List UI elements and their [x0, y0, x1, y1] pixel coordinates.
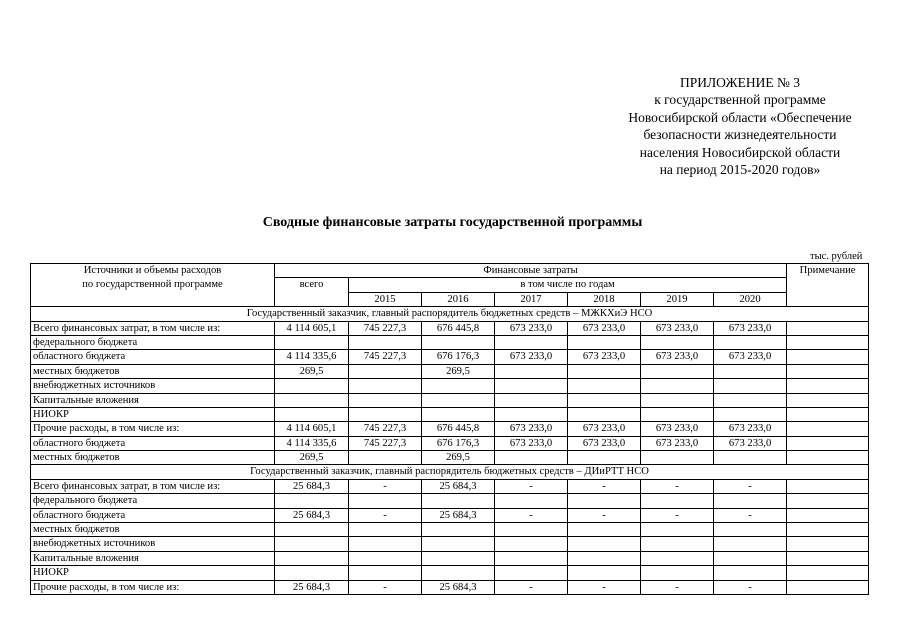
year-cell: 673 233,0 — [641, 350, 714, 364]
year-cell — [495, 364, 568, 378]
row-label: Капитальные вложения — [31, 393, 275, 407]
year-cell — [641, 551, 714, 565]
year-cell — [568, 537, 641, 551]
year-cell: - — [495, 580, 568, 594]
row-label: Всего финансовых затрат, в том числе из: — [31, 321, 275, 335]
year-cell — [422, 407, 495, 421]
year-cell — [641, 523, 714, 537]
year-cell: 673 233,0 — [495, 436, 568, 450]
by-years-header: в том числе по годам — [349, 278, 787, 292]
total-cell — [275, 335, 349, 349]
year-cell — [714, 537, 787, 551]
year-cell — [495, 494, 568, 508]
table-row — [31, 436, 869, 450]
year-cell — [641, 451, 714, 465]
year-cell — [495, 407, 568, 421]
year-cell: 673 233,0 — [714, 321, 787, 335]
note-header: Примечание — [787, 264, 869, 307]
total-cell — [275, 407, 349, 421]
year-cell — [641, 379, 714, 393]
year-cell: - — [714, 580, 787, 594]
note-cell — [787, 422, 869, 436]
year-cell — [495, 566, 568, 580]
year-cell — [349, 537, 422, 551]
total-cell: 4 114 605,1 — [275, 422, 349, 436]
year-header: 2018 — [568, 292, 641, 306]
year-cell — [422, 494, 495, 508]
total-cell: 4 114 335,6 — [275, 350, 349, 364]
year-cell: 673 233,0 — [568, 436, 641, 450]
year-header: 2019 — [641, 292, 714, 306]
table-row — [31, 479, 869, 493]
year-header: 2020 — [714, 292, 787, 306]
year-cell: 673 233,0 — [495, 321, 568, 335]
year-cell — [568, 551, 641, 565]
table-row — [31, 422, 869, 436]
year-cell — [714, 364, 787, 378]
year-cell — [349, 364, 422, 378]
note-cell — [787, 551, 869, 565]
year-cell: 673 233,0 — [495, 350, 568, 364]
note-cell — [787, 508, 869, 522]
year-cell — [349, 407, 422, 421]
year-cell — [568, 379, 641, 393]
total-cell — [275, 537, 349, 551]
row-label: областного бюджета — [31, 436, 275, 450]
note-cell — [787, 436, 869, 450]
year-cell: 673 233,0 — [495, 422, 568, 436]
appendix-line: населения Новосибирской области — [639, 144, 841, 160]
year-cell — [714, 523, 787, 537]
year-cell — [422, 537, 495, 551]
note-cell — [787, 364, 869, 378]
year-cell: 673 233,0 — [568, 321, 641, 335]
note-cell — [787, 566, 869, 580]
year-cell — [495, 451, 568, 465]
year-cell — [641, 566, 714, 580]
sources-header: Источники и объемы расходов по государственной программе — [31, 264, 275, 307]
row-label: Прочие расходы, в том числе из: — [31, 580, 275, 594]
total-cell: 269,5 — [275, 451, 349, 465]
year-cell — [568, 566, 641, 580]
table-row — [31, 321, 869, 335]
year-cell: 25 684,3 — [422, 508, 495, 522]
year-cell — [349, 451, 422, 465]
note-cell — [787, 379, 869, 393]
year-cell — [422, 379, 495, 393]
fin-costs-header: Финансовые затраты — [275, 264, 787, 278]
year-header: 2017 — [495, 292, 568, 306]
table-row — [31, 566, 869, 580]
note-cell — [787, 523, 869, 537]
year-cell — [495, 537, 568, 551]
row-label: местных бюджетов — [31, 364, 275, 378]
year-cell — [641, 407, 714, 421]
year-cell: 25 684,3 — [422, 479, 495, 493]
year-cell: - — [495, 508, 568, 522]
year-cell — [641, 494, 714, 508]
year-cell: - — [641, 479, 714, 493]
year-cell: - — [349, 508, 422, 522]
total-cell — [275, 379, 349, 393]
note-cell — [787, 537, 869, 551]
year-cell — [641, 537, 714, 551]
year-cell — [495, 379, 568, 393]
header-row — [31, 264, 869, 278]
table-row — [31, 350, 869, 364]
section-title: Государственный заказчик, главный распорядитель бюджетных средств – МЖКХиЭ НСО — [31, 307, 869, 321]
note-cell — [787, 393, 869, 407]
note-cell — [787, 479, 869, 493]
table-row — [31, 451, 869, 465]
year-cell — [714, 335, 787, 349]
row-label: НИОКР — [31, 566, 275, 580]
row-label: НИОКР — [31, 407, 275, 421]
row-label: Прочие расходы, в том числе из: — [31, 422, 275, 436]
year-cell — [568, 451, 641, 465]
document-title: Сводные финансовые затраты государственной программы — [262, 215, 643, 230]
year-cell — [495, 523, 568, 537]
year-cell — [422, 393, 495, 407]
section-title: Государственный заказчик, главный распорядитель бюджетных средств – ДИиРТТ НСО — [31, 465, 869, 479]
note-cell — [787, 451, 869, 465]
year-cell — [422, 523, 495, 537]
year-cell — [349, 566, 422, 580]
year-header: 2016 — [422, 292, 495, 306]
year-cell: 673 233,0 — [641, 321, 714, 335]
total-cell: 25 684,3 — [275, 580, 349, 594]
appendix-block — [560, 74, 905, 178]
year-cell: 673 233,0 — [714, 350, 787, 364]
note-cell — [787, 407, 869, 421]
section-header-row — [31, 465, 869, 479]
year-cell — [495, 335, 568, 349]
row-label: Всего финансовых затрат, в том числе из: — [31, 479, 275, 493]
year-cell: 673 233,0 — [641, 436, 714, 450]
note-cell — [787, 494, 869, 508]
total-cell — [275, 523, 349, 537]
year-cell: 673 233,0 — [714, 422, 787, 436]
year-cell — [641, 335, 714, 349]
year-cell — [568, 364, 641, 378]
year-cell: 25 684,3 — [422, 580, 495, 594]
year-cell: 676 445,8 — [422, 422, 495, 436]
year-cell — [714, 451, 787, 465]
total-cell — [275, 566, 349, 580]
note-cell — [787, 321, 869, 335]
table-row — [31, 580, 869, 594]
row-label: внебюджетных источников — [31, 537, 275, 551]
year-cell — [568, 494, 641, 508]
year-cell — [714, 393, 787, 407]
row-label: областного бюджета — [31, 508, 275, 522]
total-cell — [275, 551, 349, 565]
table-row — [31, 494, 869, 508]
year-cell — [422, 551, 495, 565]
year-cell — [422, 566, 495, 580]
year-cell: - — [641, 580, 714, 594]
financial-table — [30, 263, 869, 595]
year-cell — [349, 379, 422, 393]
year-cell — [714, 407, 787, 421]
table-row — [31, 393, 869, 407]
section-header-row — [31, 307, 869, 321]
year-cell: 673 233,0 — [568, 350, 641, 364]
year-cell — [568, 407, 641, 421]
year-cell — [568, 523, 641, 537]
year-cell: 673 233,0 — [641, 422, 714, 436]
year-cell — [349, 393, 422, 407]
year-cell: - — [568, 479, 641, 493]
year-cell: 745 227,3 — [349, 436, 422, 450]
year-cell: 676 445,8 — [422, 321, 495, 335]
note-cell — [787, 350, 869, 364]
year-header: 2015 — [349, 292, 422, 306]
year-cell — [349, 523, 422, 537]
year-cell — [641, 393, 714, 407]
table-row — [31, 508, 869, 522]
year-cell: 269,5 — [422, 364, 495, 378]
year-cell — [714, 551, 787, 565]
total-header: всего — [275, 278, 349, 307]
total-cell: 25 684,3 — [275, 479, 349, 493]
total-cell: 269,5 — [275, 364, 349, 378]
year-cell: 745 227,3 — [349, 321, 422, 335]
appendix-line: на период 2015-2020 годов» — [659, 162, 821, 178]
row-label: федерального бюджета — [31, 494, 275, 508]
appendix-line: Новосибирской области «Обеспечение — [628, 109, 852, 125]
year-cell — [714, 494, 787, 508]
table-row — [31, 551, 869, 565]
year-cell — [641, 364, 714, 378]
year-cell — [422, 335, 495, 349]
row-label: внебюджетных источников — [31, 379, 275, 393]
total-cell: 4 114 605,1 — [275, 321, 349, 335]
table-row — [31, 335, 869, 349]
year-cell: 673 233,0 — [714, 436, 787, 450]
year-cell: - — [349, 479, 422, 493]
year-cell: - — [641, 508, 714, 522]
year-cell — [714, 379, 787, 393]
appendix-line: к государственной программе — [654, 92, 826, 108]
table-row — [31, 364, 869, 378]
year-cell — [495, 393, 568, 407]
year-cell: - — [714, 479, 787, 493]
appendix-line: ПРИЛОЖЕНИЕ № 3 — [679, 75, 801, 90]
year-cell — [349, 551, 422, 565]
row-label: местных бюджетов — [31, 451, 275, 465]
row-label: областного бюджета — [31, 350, 275, 364]
total-cell — [275, 393, 349, 407]
year-cell — [349, 335, 422, 349]
row-label: федерального бюджета — [31, 335, 275, 349]
note-cell — [787, 580, 869, 594]
year-cell: - — [714, 508, 787, 522]
year-cell: - — [568, 580, 641, 594]
year-cell: 676 176,3 — [422, 350, 495, 364]
year-cell — [568, 393, 641, 407]
year-cell: 673 233,0 — [568, 422, 641, 436]
table-row — [31, 537, 869, 551]
year-cell — [349, 494, 422, 508]
total-cell — [275, 494, 349, 508]
table-row — [31, 407, 869, 421]
year-cell: - — [568, 508, 641, 522]
year-cell — [714, 566, 787, 580]
year-cell: 745 227,3 — [349, 422, 422, 436]
year-cell — [495, 551, 568, 565]
year-cell: 745 227,3 — [349, 350, 422, 364]
row-label: Капитальные вложения — [31, 551, 275, 565]
appendix-line: безопасности жизнедеятельности — [643, 127, 837, 143]
row-label: местных бюджетов — [31, 523, 275, 537]
units-label: тыс. рублей — [810, 251, 863, 262]
note-cell — [787, 335, 869, 349]
table-row — [31, 523, 869, 537]
year-cell: - — [495, 479, 568, 493]
year-cell: 676 176,3 — [422, 436, 495, 450]
total-cell: 25 684,3 — [275, 508, 349, 522]
total-cell: 4 114 335,6 — [275, 436, 349, 450]
year-cell: 269,5 — [422, 451, 495, 465]
year-cell: - — [349, 580, 422, 594]
year-cell — [568, 335, 641, 349]
table-row — [31, 379, 869, 393]
